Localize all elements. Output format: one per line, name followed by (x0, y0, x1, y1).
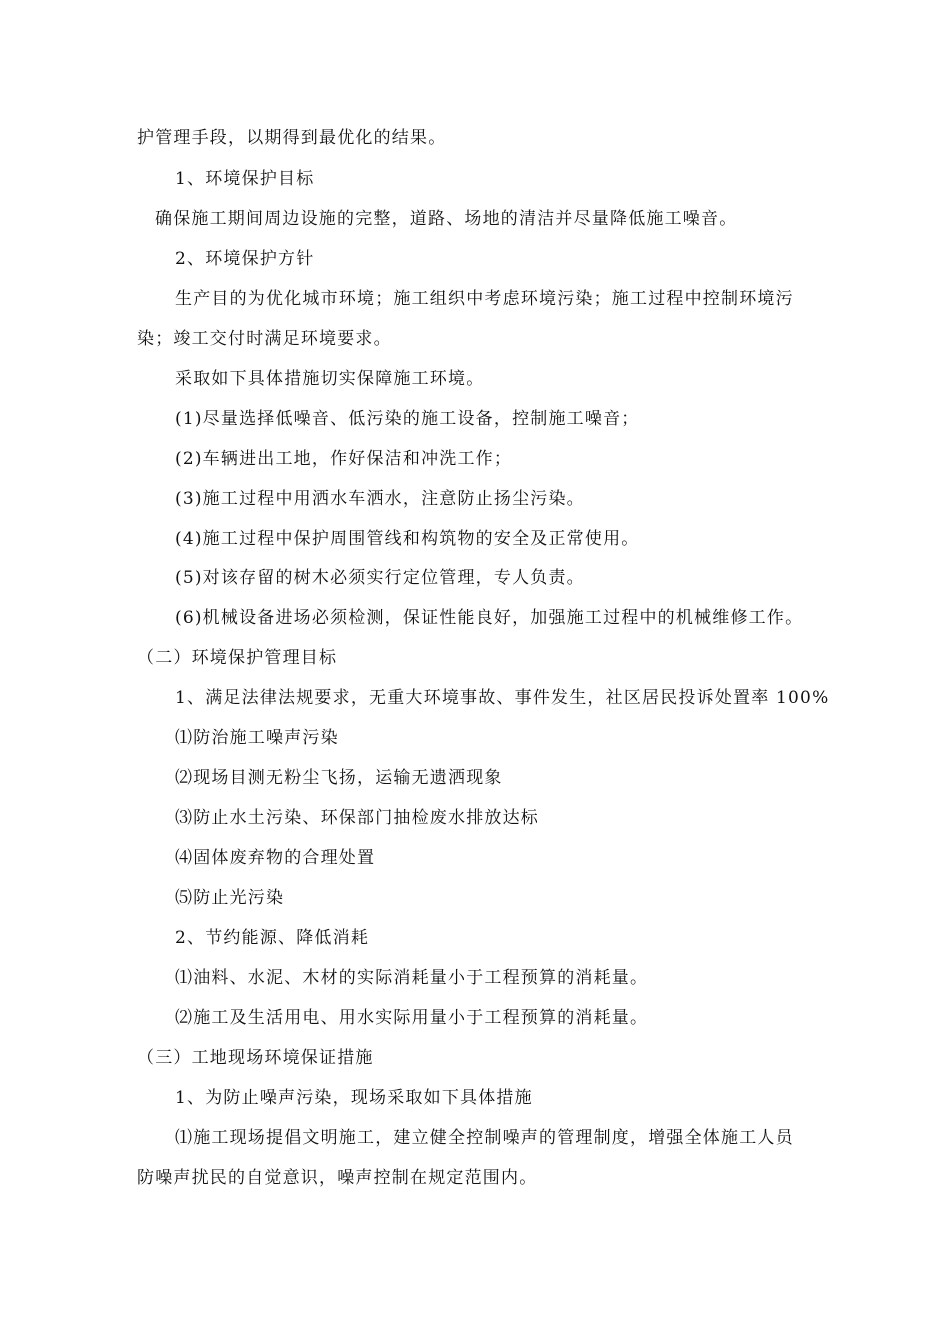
section-heading: （三）工地现场环境保证措施 (137, 1048, 374, 1068)
list-item: (2)车辆进出工地，作好保洁和冲洗工作； (175, 449, 513, 469)
list-item: (6)机械设备进场必须检测，保证性能良好，加强施工过程中的机械维修工作。 (175, 608, 804, 628)
list-item: ⑴施工现场提倡文明施工，建立健全控制噪声的管理制度，增强全体施工人员 (175, 1128, 794, 1148)
paragraph-line: 染；竣工交付时满足环境要求。 (137, 329, 392, 349)
section-heading: 2、节约能源、降低消耗 (175, 928, 370, 948)
list-item: ⑵施工及生活用电、用水实际用量小于工程预算的消耗量。 (175, 1008, 649, 1028)
list-item: (3)施工过程中用洒水车洒水，注意防止扬尘污染。 (175, 489, 585, 509)
section-heading: 2、环境保护方针 (175, 249, 315, 269)
paragraph-line: 护管理手段，以期得到最优化的结果。 (137, 128, 447, 148)
list-item: ⑴油料、水泥、木材的实际消耗量小于工程预算的消耗量。 (175, 968, 649, 988)
list-item: (5)对该存留的树木必须实行定位管理，专人负责。 (175, 568, 585, 588)
paragraph-line: 采取如下具体措施切实保障施工环境。 (175, 369, 485, 389)
paragraph-line: 1、为防止噪声污染，现场采取如下具体措施 (175, 1088, 533, 1108)
paragraph-line: 防噪声扰民的自觉意识，噪声控制在规定范围内。 (137, 1168, 538, 1188)
paragraph-line: 1、满足法律法规要求，无重大环境事故、事件发生，社区居民投诉处置率 100% (175, 688, 830, 708)
list-item: ⑶防止水土污染、环保部门抽检废水排放达标 (175, 808, 539, 828)
section-heading: （二）环境保护管理目标 (137, 648, 338, 668)
paragraph-line: 确保施工期间周边设施的完整，道路、场地的清洁并尽量降低施工噪音。 (155, 209, 738, 229)
list-item: ⑵现场目测无粉尘飞扬，运输无遗洒现象 (175, 768, 503, 788)
section-heading: 1、环境保护目标 (175, 169, 315, 189)
list-item: ⑴防治施工噪声污染 (175, 728, 339, 748)
list-item: ⑷固体废弃物的合理处置 (175, 848, 376, 868)
list-item: ⑸防止光污染 (175, 888, 285, 908)
list-item: (4)施工过程中保护周围管线和构筑物的安全及正常使用。 (175, 529, 640, 549)
paragraph-line: 生产目的为优化城市环境；施工组织中考虑环境污染；施工过程中控制环境污 (175, 289, 794, 309)
list-item: (1)尽量选择低噪音、低污染的施工设备，控制施工噪音； (175, 409, 640, 429)
